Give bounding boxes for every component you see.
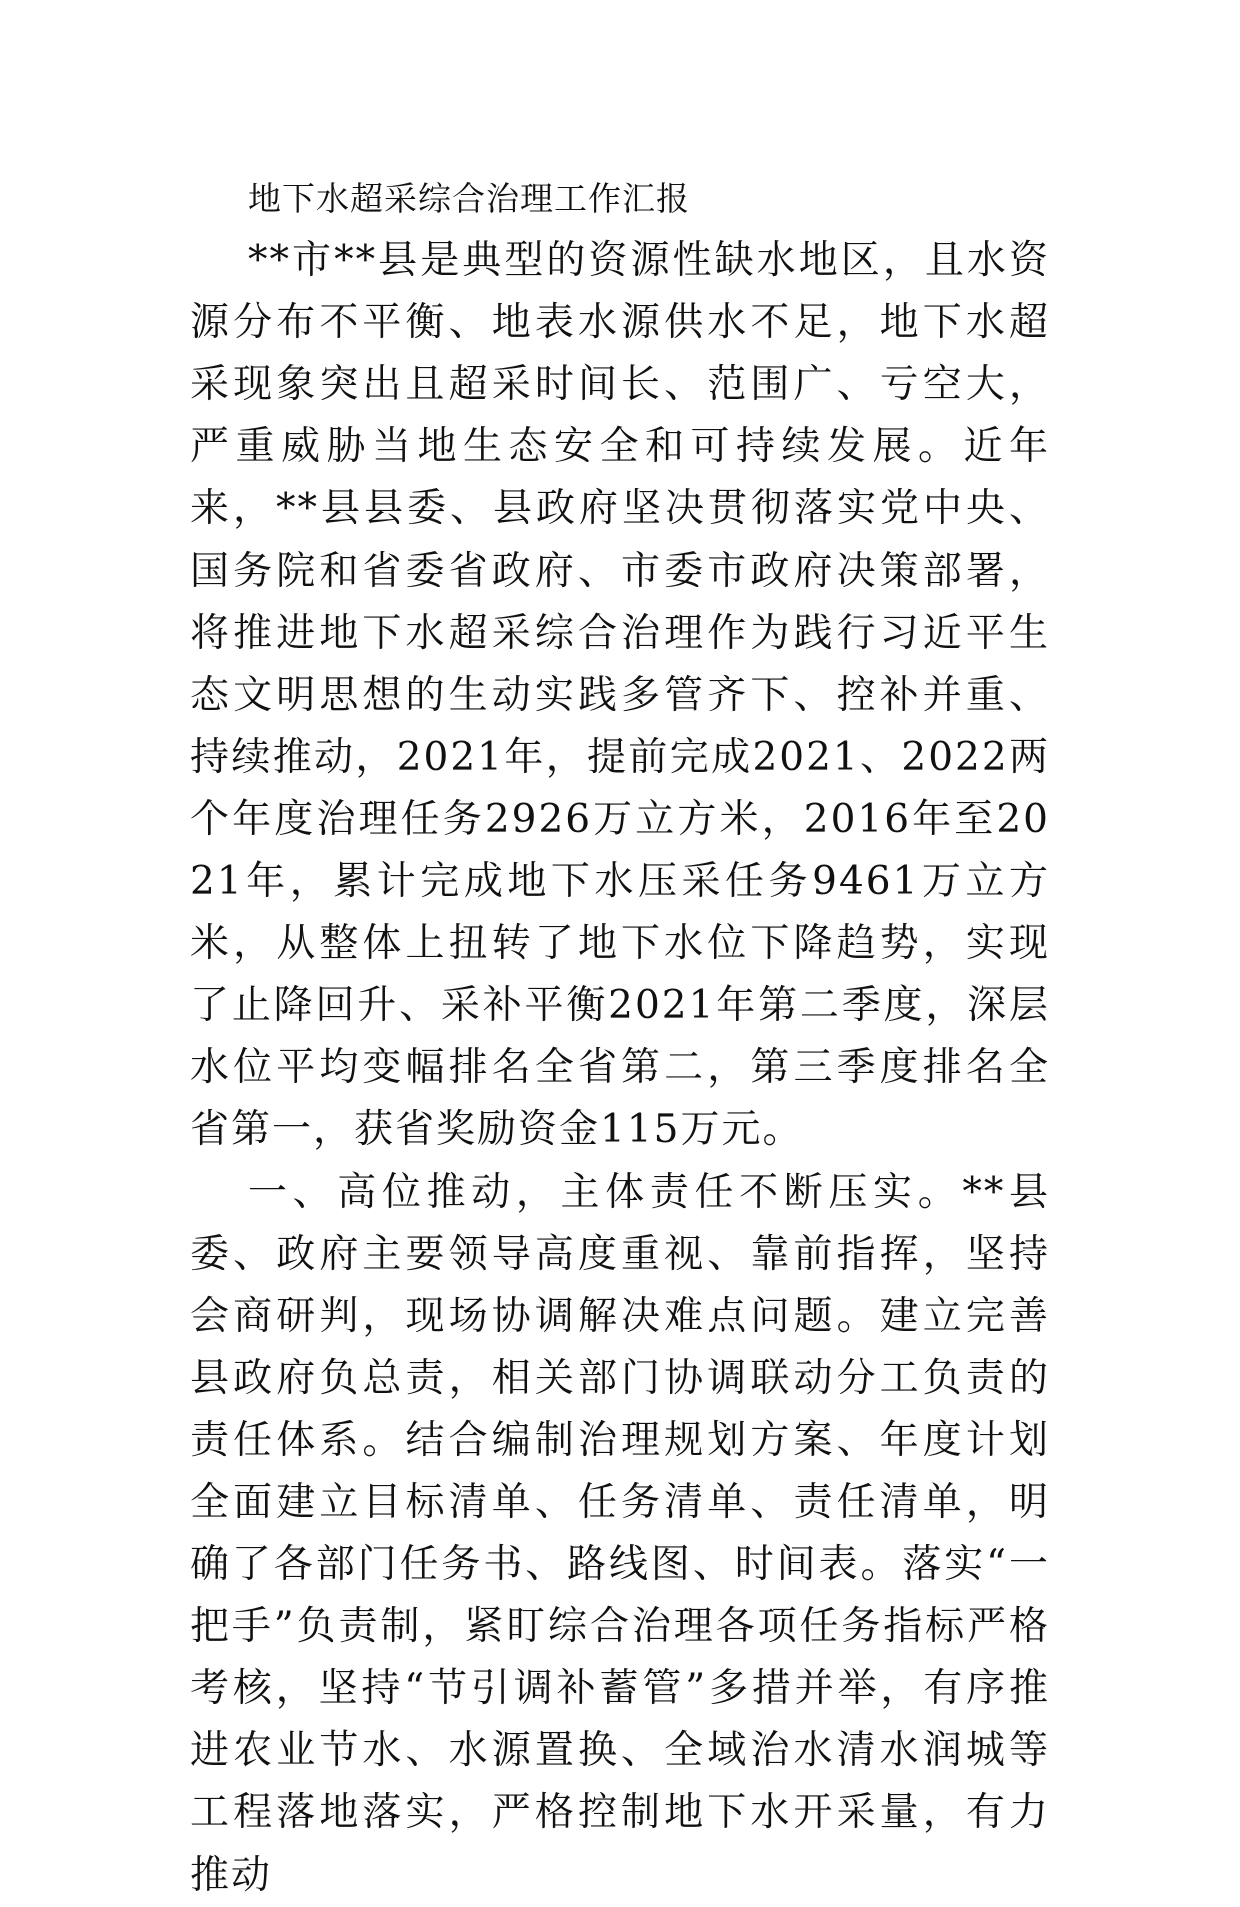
- document-title: 地下水超采综合治理工作汇报: [248, 179, 690, 218]
- document-body: [190, 168, 1050, 1907]
- body-paragraph-1: **市**县是典型的资源性缺水地区，且水资源分布不平衡、地表水源供水不足，地下水超采现象突出且超采时间长、范围广、亏空大，严重威胁当地生态安全和可持续发展。近年来，**县县委、县政府坚决贯彻落实党中央、国务院和省委省政府、市委市政府决策部署，将推进地下水超采综合治理作为践行习近平生态文明思想的生动实践多管齐下、控补并重、持续推动，2021年，提前完成2021、2022两个年度治理任务2926万立方米，2016年至2021年，累计完成地下水压采任务9461万立方米，从整体上扭转了地下水位下降趋势，实现了止降回升、采补平衡2021年第二季度，深层水位平均变幅排名全省第二，第三季度排名全省第一，获省奖励资金115万元。: [190, 238, 1050, 1153]
- body-paragraph-2: 一、高位推动，主体责任不断压实。**县委、政府主要领导高度重视、靠前指挥，坚持会商研判，现场协调解决难点问题。建立完善县政府负总责，相关部门协调联动分工负责的责任体系。结合编制治理规划方案、年度计划全面建立目标清单、任务清单、责任清单，明确了各部门任务书、路线图、时间表。落实“一把手”负责制，紧盯综合治理各项任务指标严格考核，坚持“节引调补蓄管”多措并举，有序推进农业节水、水源置换、全域治水清水润城等工程落地落实，严格控制地下水开采量，有力推动: [190, 1169, 1050, 1898]
